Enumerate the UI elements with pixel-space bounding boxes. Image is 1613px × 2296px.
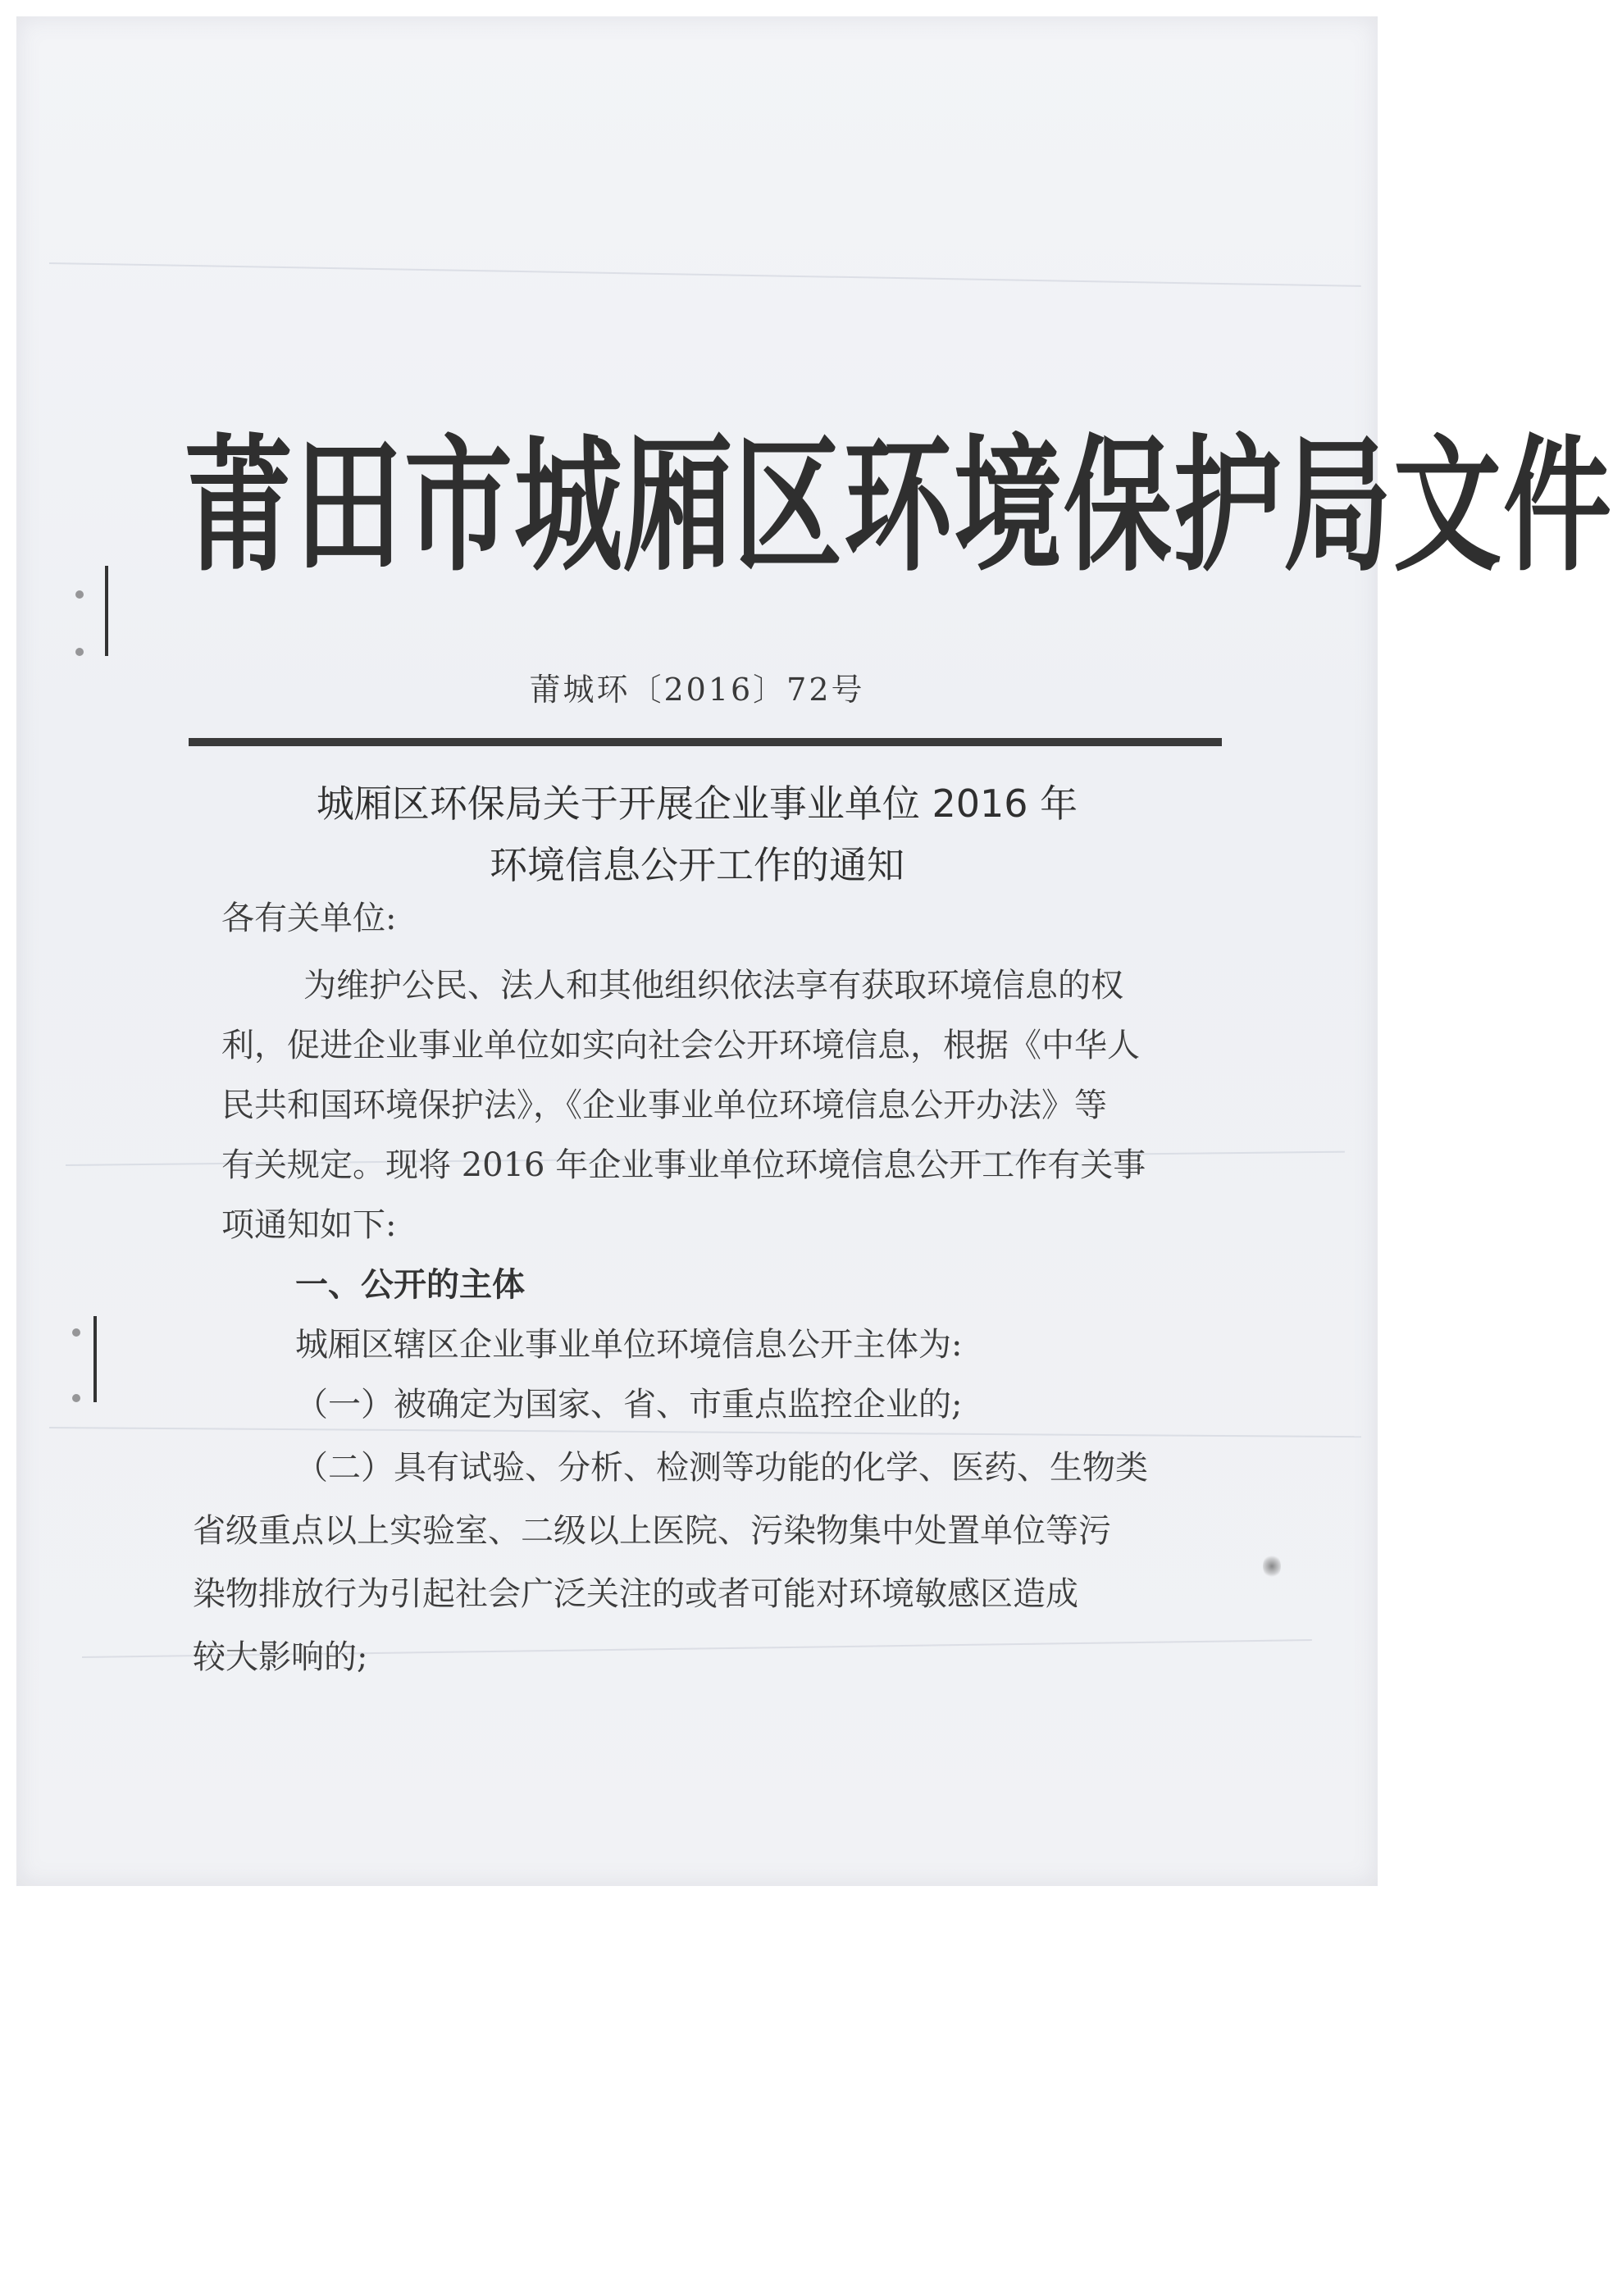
notice-title-line1: 城厢区环保局关于开展企业事业单位 2016 年	[316, 781, 1078, 826]
intro-line: 有关规定。现将 2016 年企业事业单位环境信息公开工作有关事	[221, 1146, 1146, 1184]
binding-hole-mark	[72, 1328, 80, 1337]
list-item-2-line: 染物排放行为引起社会广泛关注的或者可能对环境敏感区造成	[193, 1575, 1078, 1613]
intro-line: 项通知如下:	[221, 1206, 397, 1244]
document-number: 莆城环〔2016〕72号	[529, 672, 865, 708]
binding-hole-mark	[72, 1394, 80, 1402]
intro-line: 利，促进企业事业单位如实向社会公开环境信息，根据《中华人	[221, 1027, 1140, 1064]
issuer-title: 莆田市城厢区环境保护局文件	[185, 421, 1613, 592]
list-item-2-line: 较大影响的;	[193, 1638, 368, 1676]
intro-line: 民共和国环境保护法》，《企业事业单位环境信息公开办法》等	[221, 1086, 1107, 1124]
section1-heading: 一、公开的主体	[295, 1266, 525, 1304]
list-item-2-line: 省级重点以上实验室、二级以上医院、污染物集中处置单位等污	[193, 1512, 1111, 1550]
list-item-2-line: （二）具有试验、分析、检测等功能的化学、医药、生物类	[295, 1449, 1148, 1487]
binding-staple-mark	[105, 566, 108, 656]
paper-crease	[49, 262, 1361, 287]
intro-line: 为维护公民、法人和其他组织依法享有获取环境信息的权	[303, 967, 1123, 1004]
binding-hole-mark	[75, 648, 84, 656]
list-item-1: （一）被确定为国家、省、市重点监控企业的;	[295, 1386, 963, 1424]
salutation: 各有关单位:	[221, 900, 397, 937]
notice-title-line2: 环境信息公开工作的通知	[490, 843, 904, 887]
section1-lead: 城厢区辖区企业事业单位环境信息公开主体为:	[295, 1326, 963, 1364]
binding-hole-mark	[75, 590, 84, 599]
scan-speck	[1263, 1554, 1281, 1578]
binding-staple-mark	[93, 1316, 97, 1402]
header-divider	[189, 738, 1222, 746]
